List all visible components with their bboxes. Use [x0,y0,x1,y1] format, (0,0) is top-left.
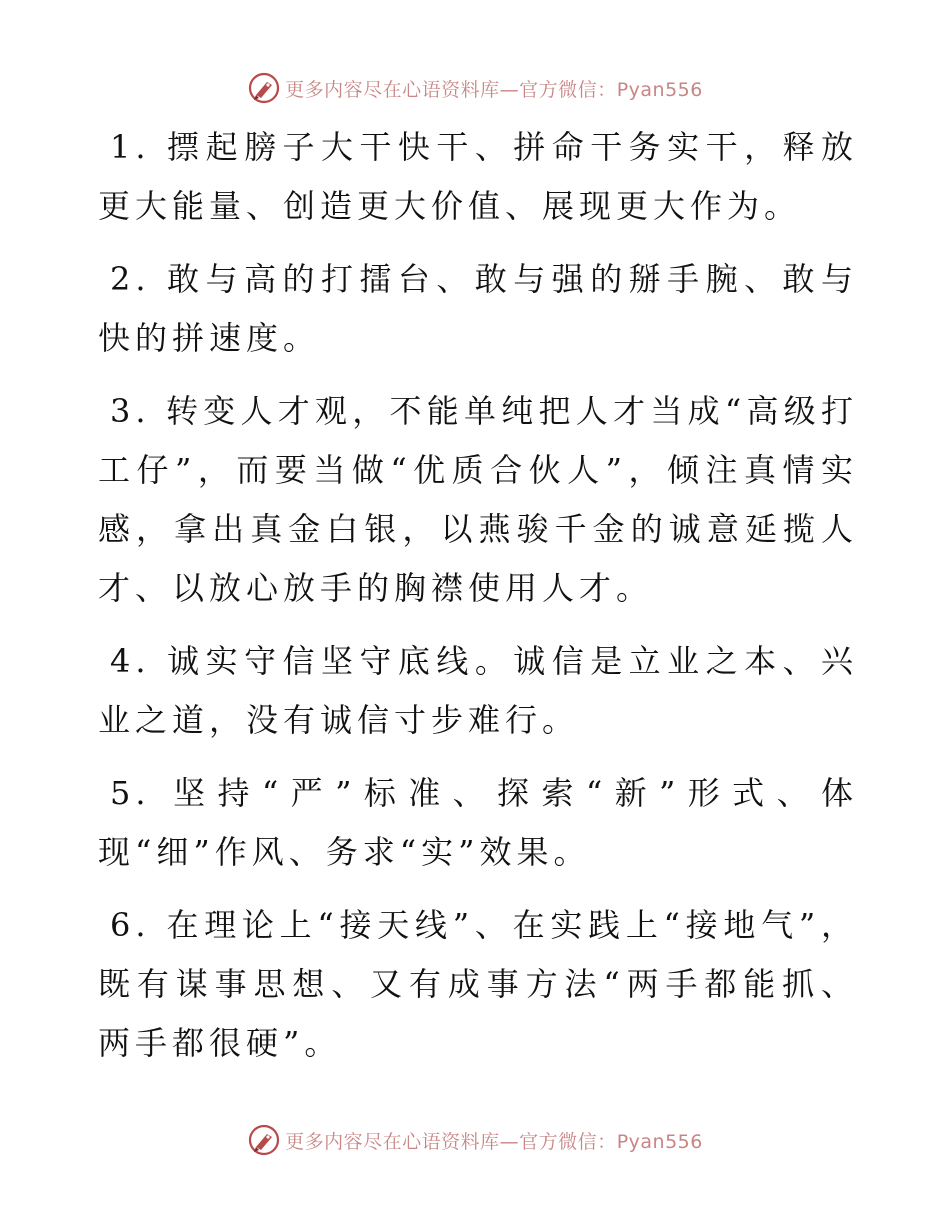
watermark-wechat-id: Pyan556 [616,1130,703,1153]
watermark-wechat-id: Pyan556 [616,78,703,101]
document-body [98,118,858,1087]
watermark-main-text: 更多内容尽在心语资料库 [285,78,500,101]
watermark-main-text: 更多内容尽在心语资料库 [285,1130,500,1153]
watermark-suffix: 官方微信： [519,78,617,101]
list-item-4: 4. 诚实守信坚守底线。诚信是立业之本、兴业之道，没有诚信寸步难行。 [98,642,858,739]
watermark-suffix: 官方微信： [519,1130,617,1153]
pen-nib-logo-icon [247,71,281,105]
list-item-3: 3. 转变人才观，不能单纯把人才当成“高级打工仔”，而要当做“优质合伙人”，倾注真情实感，拿出真金白银，以燕骏千金的诚意延揽人才、以放心放手的胸襟使用人才。 [98,392,858,607]
list-item-1: 1. 摽起膀子大干快干、拼命干务实干，释放更大能量、创造更大价值、展现更大作为。 [98,128,858,225]
watermark-text [285,1127,703,1154]
header-watermark [0,68,950,108]
watermark-dash: — [499,1130,520,1153]
watermark-text [285,75,703,102]
list-item-5: 5. 坚持“严”标准、探索“新”形式、体现“细”作风、务求“实”效果。 [98,774,858,871]
list-item-2: 2. 敢与高的打擂台、敢与强的掰手腕、敢与快的拼速度。 [98,260,858,357]
list-item-6: 6. 在理论上“接天线”、在实践上“接地气”，既有谋事思想、又有成事方法“两手都能抓、两手都很硬”。 [98,906,858,1062]
pen-nib-logo-icon [247,1123,281,1157]
footer-watermark [0,1120,950,1160]
watermark-dash: — [499,78,520,101]
